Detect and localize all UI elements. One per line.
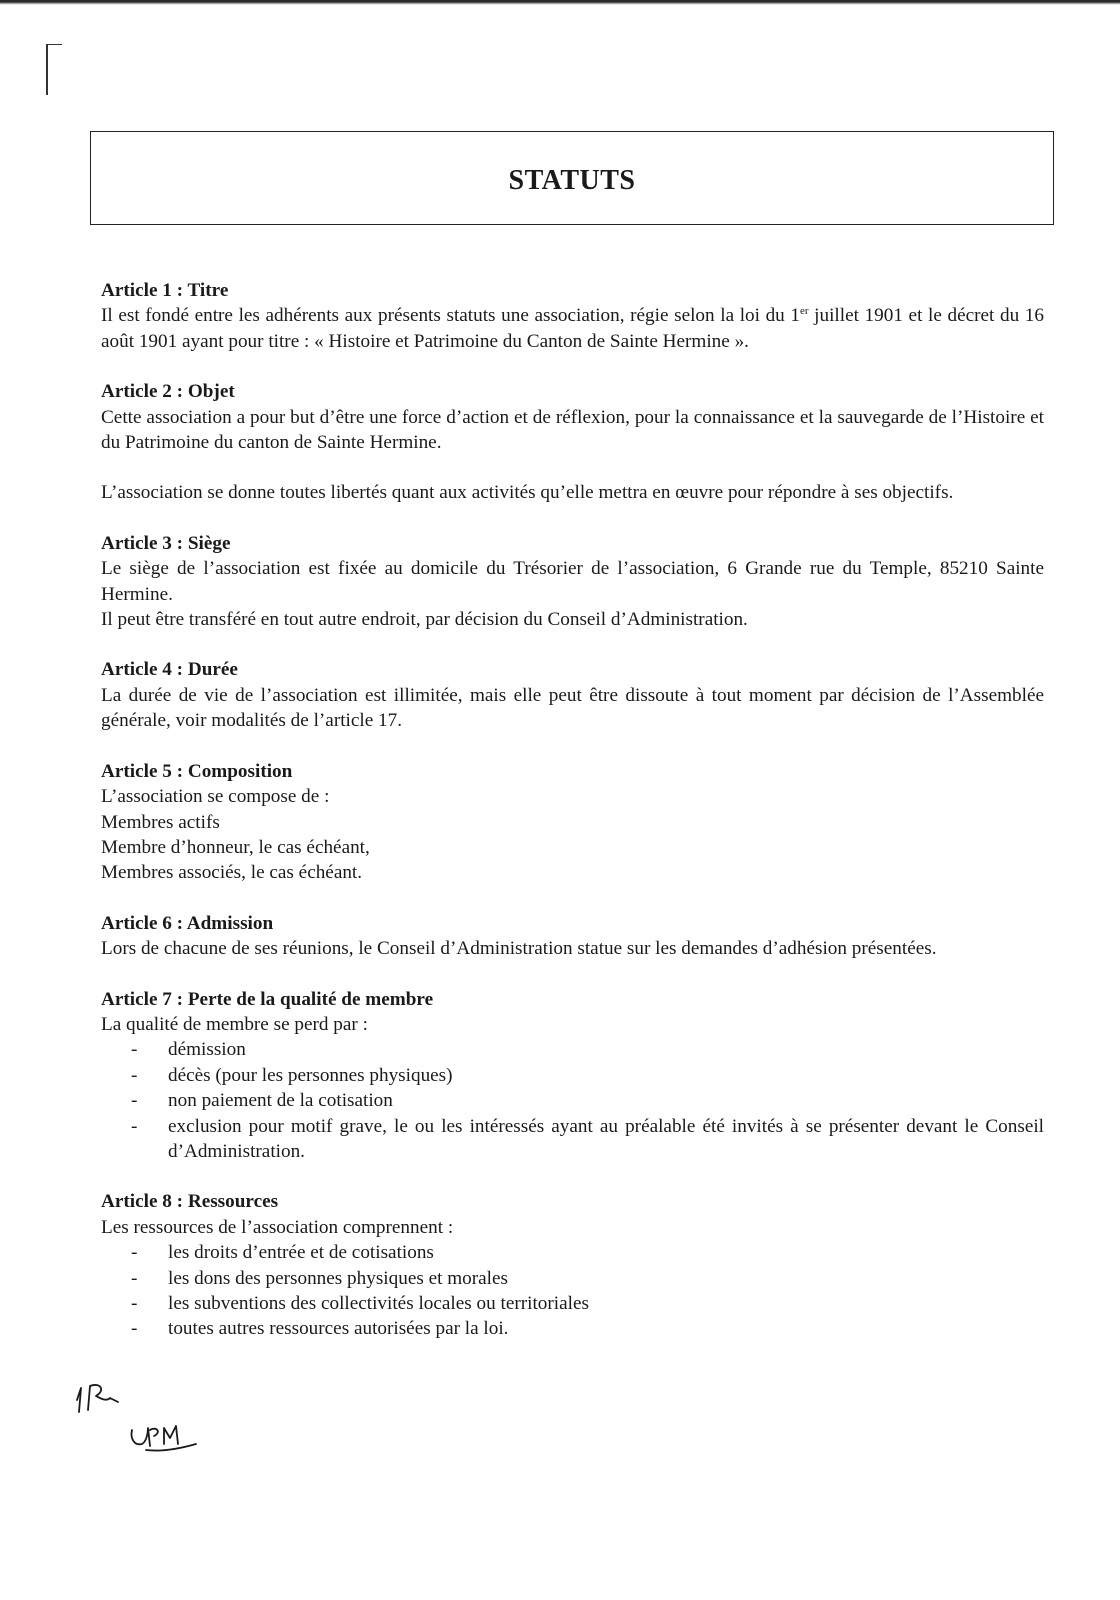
article-3 <box>101 531 1044 633</box>
article-heading: Article 6 : Admission <box>101 912 274 934</box>
article-heading: Article 2 : Objet <box>101 381 235 403</box>
document-body <box>101 278 1044 1367</box>
article-line: Membres actifs <box>101 811 220 833</box>
article-2 <box>101 379 1044 506</box>
list-item-text: les dons des personnes physiques et morales <box>168 1267 508 1289</box>
article-paragraph: Cette association a pour but d’être une force d’action et de réflexion, pour la connaissance et la sauvegarde de l’Histoire et du Patrimoine du canton de Sainte Hermine. <box>101 406 1044 454</box>
list-item-text: les subventions des collectivités locales ou territoriales <box>168 1293 589 1314</box>
article-text: Il est fondé entre les adhérents aux présents statuts une association, régie selon la loi du 1 <box>101 305 800 327</box>
list-item <box>101 1291 1044 1316</box>
article-paragraph: Lors de chacune de ses réunions, le Conseil d’Administration statue sur les demandes d’adhésion présentées. <box>101 938 937 960</box>
initial-lpm-stroke <box>131 1426 178 1446</box>
article-heading: Article 8 : Ressources <box>101 1191 279 1213</box>
list-item <box>101 1266 1044 1291</box>
article-8 <box>101 1189 1044 1341</box>
article-1 <box>101 278 1044 354</box>
list-item <box>101 1037 1044 1062</box>
article-4 <box>101 657 1044 733</box>
dash-marker: - <box>131 1064 138 1086</box>
article-paragraph: Il peut être transféré en tout autre endroit, par décision du Conseil d’Administration. <box>101 609 748 631</box>
document-title: STATUTS <box>508 165 636 196</box>
list-item <box>101 1063 1044 1088</box>
list-intro: La qualité de membre se perd par : <box>101 1013 368 1035</box>
scan-top-edge <box>0 0 1120 5</box>
list-item-text: décès (pour les personnes physiques) <box>168 1064 453 1086</box>
article-line: Membres associés, le cas échéant. <box>101 862 363 884</box>
article-5 <box>101 759 1044 886</box>
article-heading: Article 4 : Durée <box>101 659 238 681</box>
list-item-text: toutes autres ressources autorisées par la loi. <box>168 1318 509 1340</box>
list-item-text: les droits d’entrée et de cotisations <box>168 1242 434 1264</box>
list-item <box>101 1088 1044 1113</box>
dash-marker: - <box>131 1242 138 1264</box>
article-paragraph: La durée de vie de l’association est illimitée, mais elle peut être dissoute à tout moment par décision de l’Assemblée générale, voir modalités de l’article 17. <box>101 684 1044 732</box>
dash-marker: - <box>131 1293 138 1314</box>
list-item-text: démission <box>168 1039 246 1061</box>
superscript: er <box>800 305 809 318</box>
dash-marker: - <box>131 1267 138 1289</box>
article-heading: Article 5 : Composition <box>101 760 293 782</box>
list-item <box>101 1114 1044 1165</box>
article-heading: Article 1 : Titre <box>101 280 229 301</box>
dash-marker: - <box>131 1090 138 1112</box>
bullet-list <box>101 1037 1044 1164</box>
initial-j-stroke <box>77 1388 81 1412</box>
scan-corner-mark <box>46 44 62 95</box>
title-box <box>90 131 1054 225</box>
initial-underline-stroke <box>146 1444 196 1451</box>
list-item-text: non paiement de la cotisation <box>168 1090 393 1112</box>
article-7 <box>101 987 1044 1165</box>
list-item <box>101 1240 1044 1265</box>
bullet-list <box>101 1240 1044 1342</box>
dash-marker: - <box>131 1115 138 1137</box>
initial-r-stroke <box>88 1385 118 1410</box>
article-heading: Article 3 : Siège <box>101 532 231 554</box>
article-6 <box>101 911 1044 962</box>
dash-marker: - <box>131 1039 138 1061</box>
article-paragraph: L’association se donne toutes libertés quant aux activités qu’elle mettra en œuvre pour répondre à ses objectifs. <box>101 482 954 504</box>
article-text: juillet 1901 et le décret du 16 août 1901 ayant pour titre : « Histoire et Patrimoine du Canton de Sainte Hermine ». <box>101 305 1044 352</box>
list-item-text: exclusion pour motif grave, le ou les intéressés ayant au préalable été invités à se présenter devant le Conseil d’Administration. <box>168 1115 1044 1162</box>
article-paragraph <box>101 303 1044 354</box>
article-paragraph: Le siège de l’association est fixée au domicile du Trésorier de l’association, 6 Grande rue du Temple, 85210 Sainte Hermine. <box>101 558 1044 605</box>
article-heading: Article 7 : Perte de la qualité de membre <box>101 988 434 1010</box>
article-line: Membre d’honneur, le cas échéant, <box>101 836 370 858</box>
dash-marker: - <box>131 1318 138 1340</box>
handwritten-initials <box>70 1372 220 1462</box>
article-line: L’association se compose de : <box>101 786 330 808</box>
list-intro: Les ressources de l’association comprennent : <box>101 1216 454 1238</box>
list-item <box>101 1316 1044 1341</box>
